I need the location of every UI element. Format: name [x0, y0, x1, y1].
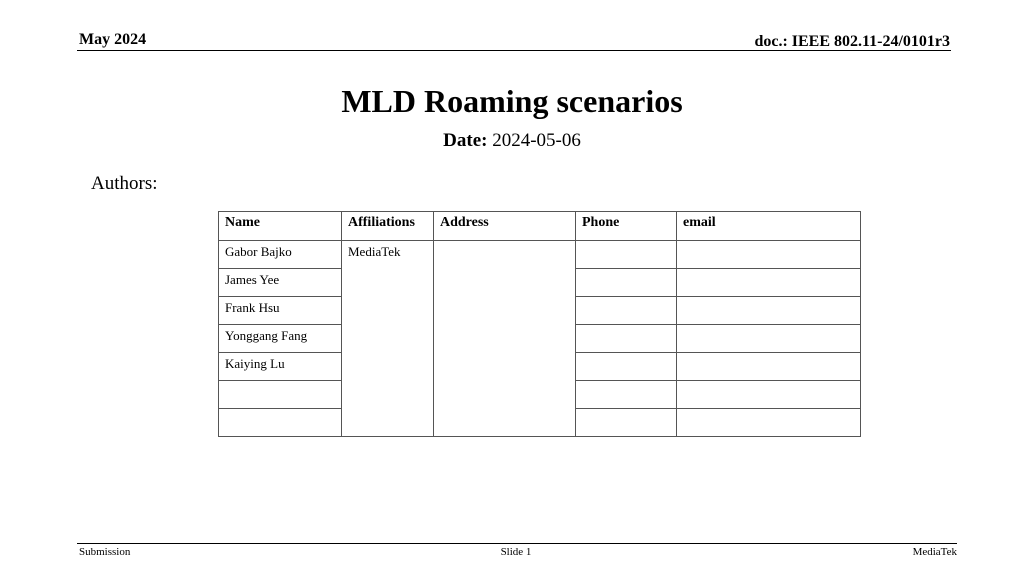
footer-company: MediaTek	[912, 546, 957, 558]
author-email	[677, 297, 861, 325]
header-name: Name	[219, 212, 342, 241]
author-phone	[576, 409, 677, 437]
author-address	[434, 241, 576, 437]
header-address: Address	[434, 212, 576, 241]
header-phone: Phone	[576, 212, 677, 241]
header-email: email	[677, 212, 861, 241]
author-email	[677, 409, 861, 437]
date-label: Date:	[443, 130, 488, 151]
authors-label: Authors:	[91, 173, 158, 194]
author-name: Kaiying Lu	[219, 353, 342, 381]
header-affiliations: Affiliations	[342, 212, 434, 241]
footer-submission: Submission	[79, 546, 131, 558]
table-row	[219, 241, 861, 269]
author-name: Gabor Bajko	[219, 241, 342, 269]
date-line	[0, 130, 1024, 152]
author-email	[677, 269, 861, 297]
header-rule	[77, 50, 951, 51]
author-email	[677, 353, 861, 381]
table-header-row	[219, 212, 861, 241]
author-email	[677, 325, 861, 353]
author-phone	[576, 269, 677, 297]
author-name	[219, 409, 342, 437]
author-email	[677, 241, 861, 269]
author-name: Frank Hsu	[219, 297, 342, 325]
authors-table	[218, 211, 861, 437]
footer-rule	[77, 543, 957, 544]
footer-slide-number: Slide 1	[500, 546, 532, 558]
author-name: James Yee	[219, 269, 342, 297]
author-email	[677, 381, 861, 409]
author-phone	[576, 325, 677, 353]
author-phone	[576, 353, 677, 381]
header-date: May 2024	[79, 31, 147, 48]
author-affiliation: MediaTek	[342, 241, 434, 437]
author-phone	[576, 297, 677, 325]
author-name	[219, 381, 342, 409]
author-phone	[576, 381, 677, 409]
author-name: Yonggang Fang	[219, 325, 342, 353]
author-phone	[576, 241, 677, 269]
slide-title: MLD Roaming scenarios	[341, 83, 683, 119]
header-doc-id: doc.: IEEE 802.11-24/0101r3	[754, 33, 950, 50]
date-value: 2024-05-06	[492, 130, 581, 151]
